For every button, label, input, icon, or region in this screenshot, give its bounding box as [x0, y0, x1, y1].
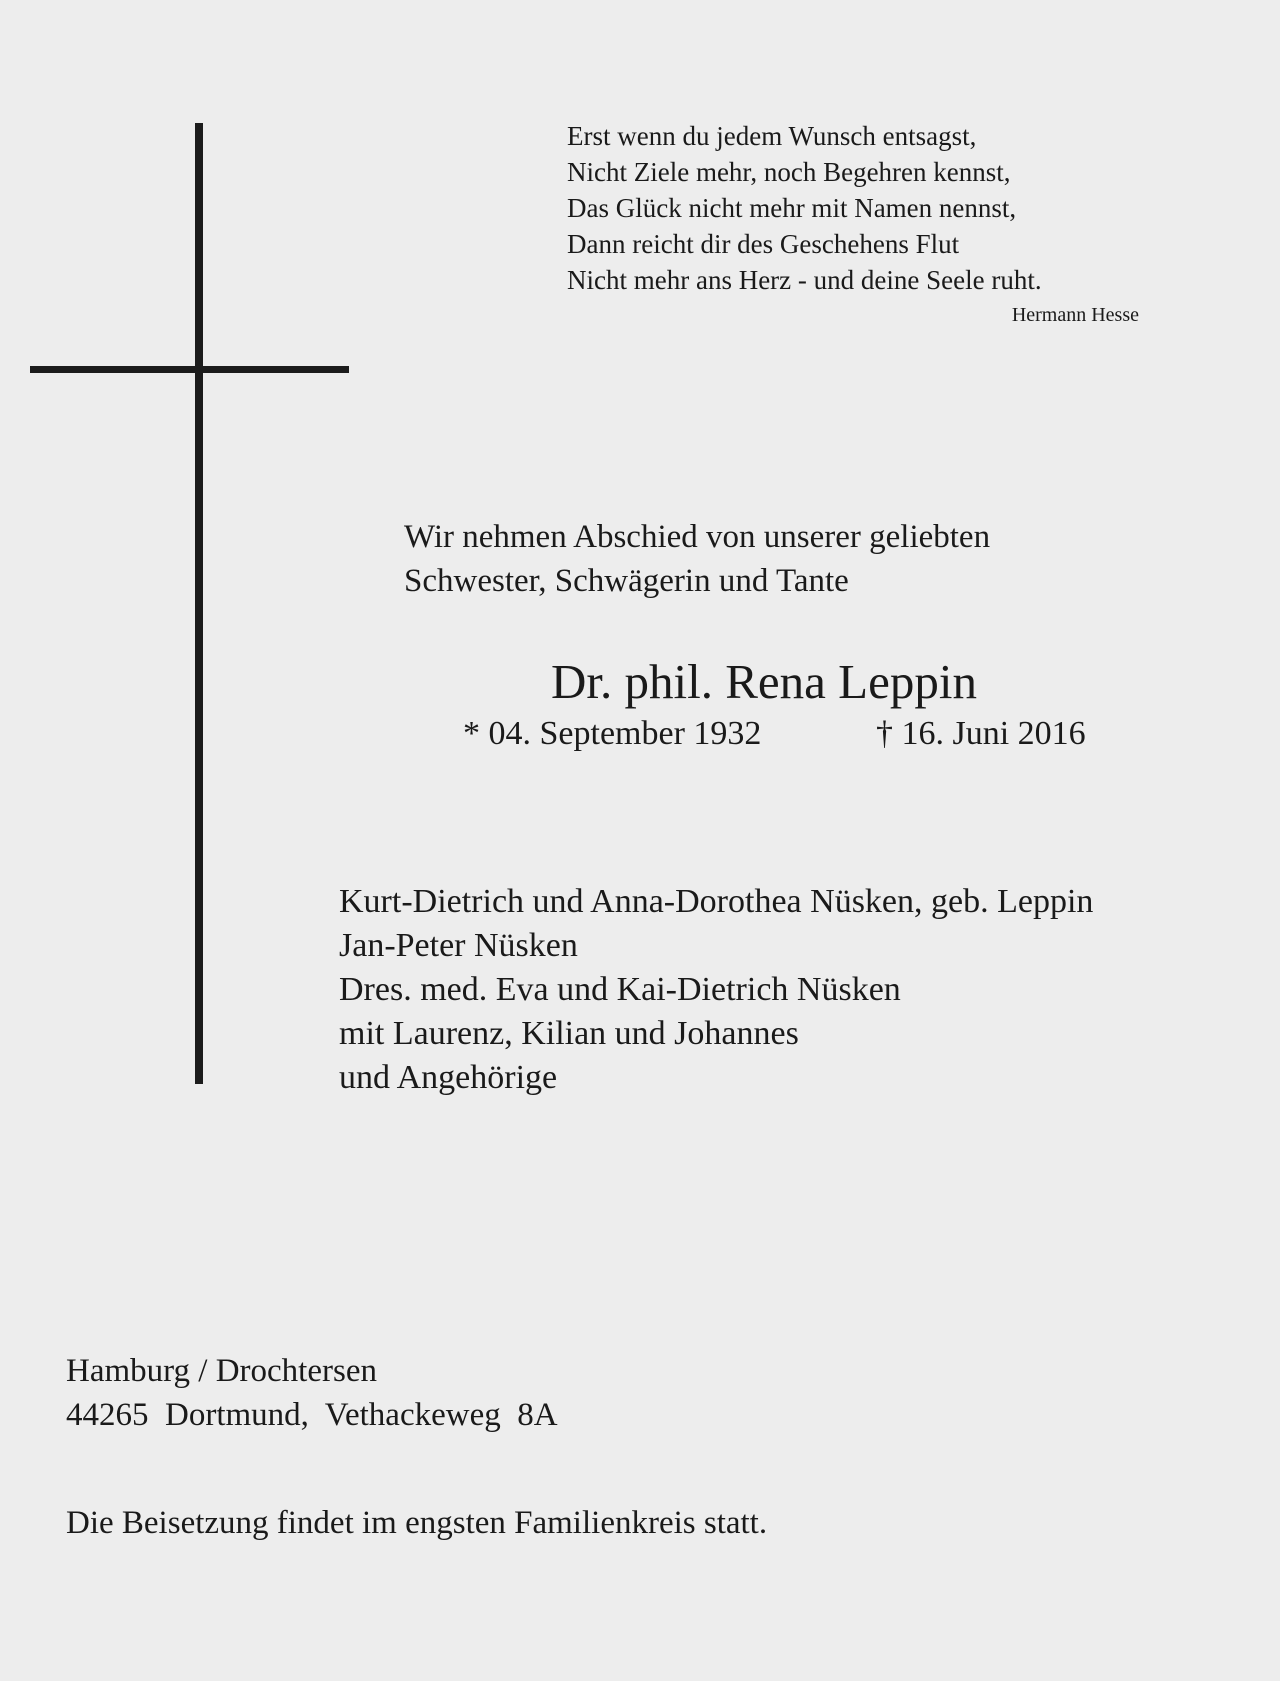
mourners-list	[339, 880, 1239, 1100]
poem-line: Das Glück nicht mehr mit Namen nennst,	[567, 193, 1017, 223]
mourner-line: und Angehörige	[339, 1059, 558, 1096]
poem-author: Hermann Hesse	[1011, 304, 1139, 326]
farewell-line: Wir nehmen Abschied von unserer geliebten	[404, 519, 991, 555]
mourner-line: Dres. med. Eva und Kai-Dietrich Nüsken	[339, 971, 901, 1008]
mourner-line: Kurt-Dietrich und Anna-Dorothea Nüsken, geb. Leppin	[339, 883, 1094, 920]
birth-date: * 04. September 1932	[463, 715, 762, 752]
cross-horizontal-bar	[30, 366, 349, 373]
poem-line: Dann reicht dir des Geschehens Flut	[567, 229, 960, 259]
poem-quote	[567, 118, 1147, 330]
poem-line: Nicht mehr ans Herz - und deine Seele ruht.	[567, 265, 1042, 295]
death-date: † 16. Juni 2016	[876, 715, 1086, 752]
farewell-line: Schwester, Schwägerin und Tante	[404, 563, 849, 599]
mourner-line: Jan-Peter Nüsken	[339, 927, 578, 964]
poem-line: Erst wenn du jedem Wunsch entsagst,	[567, 121, 977, 151]
funeral-note: Die Beisetzung findet im engsten Familienkreis statt.	[66, 1505, 768, 1541]
location-block	[66, 1349, 558, 1437]
cross-vertical-bar	[195, 123, 203, 1084]
location-address: 44265 Dortmund, Vethackeweg 8A	[66, 1397, 558, 1433]
location-places: Hamburg / Drochtersen	[66, 1353, 377, 1389]
farewell-text	[404, 515, 1224, 603]
mourner-line: mit Laurenz, Kilian und Johannes	[339, 1015, 799, 1052]
poem-line: Nicht Ziele mehr, noch Begehren kennst,	[567, 157, 1011, 187]
deceased-name: Dr. phil. Rena Leppin	[551, 654, 977, 709]
